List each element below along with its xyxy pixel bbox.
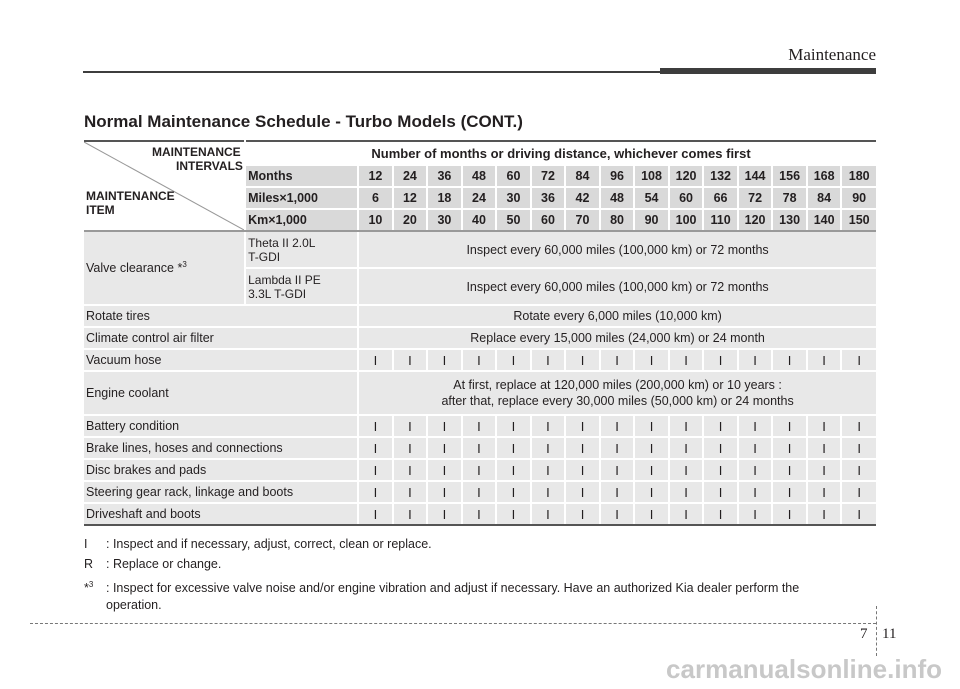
footer-divider <box>876 606 877 656</box>
schedule-item: Brake lines, hoses and connections <box>84 437 358 459</box>
legend-inspect: I : Inspect and if necessary, adjust, correct, clean or replace. <box>84 537 432 551</box>
valve-lambda-schedule: Inspect every 60,000 miles (100,000 km) or 72 months <box>358 268 876 305</box>
schedule-cell: I <box>738 349 773 371</box>
schedule-cell: I <box>427 437 462 459</box>
schedule-cell: I <box>427 349 462 371</box>
months-value: 108 <box>634 165 669 187</box>
schedule-item: Driveshaft and boots <box>84 503 358 525</box>
schedule-cell: I <box>772 481 807 503</box>
schedule-cell: I <box>634 503 669 525</box>
schedule-text: Rotate every 6,000 miles (10,000 km) <box>358 305 876 327</box>
schedule-cell: I <box>358 481 393 503</box>
schedule-item: Climate control air filter <box>84 327 358 349</box>
months-value: 12 <box>358 165 393 187</box>
months-value: 48 <box>462 165 497 187</box>
schedule-cell: I <box>358 437 393 459</box>
schedule-cell: I <box>600 459 635 481</box>
schedule-cell: I <box>703 415 738 437</box>
schedule-cell: I <box>531 349 566 371</box>
miles-value: 6 <box>358 187 393 209</box>
legend-note-cont: operation. <box>106 598 162 613</box>
schedule-cell: I <box>600 481 635 503</box>
miles-value: 48 <box>600 187 635 209</box>
watermark: carmanualsonline.info <box>666 654 942 684</box>
months-value: 84 <box>565 165 600 187</box>
schedule-cell: I <box>462 437 497 459</box>
interval-caption: Number of months or driving distance, whichever comes first <box>245 141 876 165</box>
schedule-item: Steering gear rack, linkage and boots <box>84 481 358 503</box>
schedule-cell: I <box>531 437 566 459</box>
months-value: 180 <box>841 165 876 187</box>
miles-value: 12 <box>393 187 428 209</box>
schedule-cell: I <box>600 349 635 371</box>
valve-engine-theta: Theta II 2.0L T-GDI <box>245 231 358 268</box>
schedule-cell: I <box>600 437 635 459</box>
km-value: 20 <box>393 209 428 231</box>
corner-header <box>84 141 245 231</box>
schedule-cell: I <box>841 459 876 481</box>
schedule-cell: I <box>496 503 531 525</box>
schedule-cell: I <box>738 503 773 525</box>
maintenance-schedule-table <box>84 140 876 526</box>
schedule-cell: I <box>634 437 669 459</box>
schedule-cell: I <box>807 481 842 503</box>
schedule-cell: I <box>531 503 566 525</box>
schedule-cell: I <box>531 415 566 437</box>
miles-value: 66 <box>703 187 738 209</box>
schedule-cell: I <box>531 481 566 503</box>
schedule-cell: I <box>565 415 600 437</box>
schedule-cell: I <box>462 503 497 525</box>
km-value: 110 <box>703 209 738 231</box>
schedule-cell: I <box>669 481 704 503</box>
corner-intervals-label: MAINTENANCE INTERVALS <box>152 145 243 173</box>
months-value: 60 <box>496 165 531 187</box>
schedule-cell: I <box>496 415 531 437</box>
schedule-cell: I <box>772 415 807 437</box>
km-value: 80 <box>600 209 635 231</box>
km-label: Km×1,000 <box>245 209 358 231</box>
miles-value: 78 <box>772 187 807 209</box>
km-value: 90 <box>634 209 669 231</box>
header-rule-thick <box>660 68 876 74</box>
months-value: 156 <box>772 165 807 187</box>
km-value: 120 <box>738 209 773 231</box>
schedule-cell: I <box>807 503 842 525</box>
miles-value: 72 <box>738 187 773 209</box>
schedule-cell: I <box>738 481 773 503</box>
schedule-cell: I <box>738 437 773 459</box>
schedule-item: Rotate tires <box>84 305 358 327</box>
schedule-cell: I <box>496 437 531 459</box>
schedule-cell: I <box>462 349 497 371</box>
schedule-cell: I <box>496 481 531 503</box>
schedule-cell: I <box>841 481 876 503</box>
miles-value: 42 <box>565 187 600 209</box>
schedule-cell: I <box>393 481 428 503</box>
schedule-cell: I <box>531 459 566 481</box>
section-title: Maintenance <box>788 45 876 64</box>
legend-note: *$^3$ : Inspect for excessive valve noise and/or engine vibration and adjust if necessary. Have an authorized Kia dealer perform the <box>84 580 800 596</box>
miles-value: 84 <box>807 187 842 209</box>
schedule-cell: I <box>772 349 807 371</box>
km-value: 140 <box>807 209 842 231</box>
schedule-item: Disc brakes and pads <box>84 459 358 481</box>
schedule-cell: I <box>703 459 738 481</box>
legend-replace: R : Replace or change. <box>84 557 222 571</box>
months-value: 120 <box>669 165 704 187</box>
schedule-cell: I <box>807 415 842 437</box>
schedule-cell: I <box>565 481 600 503</box>
page-number: 11 <box>882 626 897 642</box>
page-title: Normal Maintenance Schedule - Turbo Models (CONT.) <box>84 112 523 131</box>
km-value: 40 <box>462 209 497 231</box>
schedule-cell: I <box>703 481 738 503</box>
schedule-cell: I <box>634 481 669 503</box>
months-value: 168 <box>807 165 842 187</box>
schedule-cell: I <box>669 459 704 481</box>
schedule-cell: I <box>703 503 738 525</box>
schedule-cell: I <box>393 415 428 437</box>
schedule-cell: I <box>600 415 635 437</box>
schedule-cell: I <box>358 503 393 525</box>
schedule-cell: I <box>565 503 600 525</box>
schedule-cell: I <box>427 481 462 503</box>
months-value: 72 <box>531 165 566 187</box>
months-value: 96 <box>600 165 635 187</box>
km-value: 150 <box>841 209 876 231</box>
km-value: 70 <box>565 209 600 231</box>
schedule-cell: I <box>772 503 807 525</box>
schedule-cell: I <box>807 349 842 371</box>
schedule-cell: I <box>841 349 876 371</box>
schedule-cell: I <box>565 437 600 459</box>
schedule-cell: I <box>565 459 600 481</box>
miles-value: 54 <box>634 187 669 209</box>
schedule-cell: I <box>669 503 704 525</box>
miles-value: 36 <box>531 187 566 209</box>
schedule-cell: I <box>841 437 876 459</box>
schedule-text <box>358 371 876 415</box>
months-value: 36 <box>427 165 462 187</box>
schedule-cell: I <box>703 349 738 371</box>
miles-label: Miles×1,000 <box>245 187 358 209</box>
schedule-cell: I <box>738 459 773 481</box>
schedule-cell: I <box>634 415 669 437</box>
km-value: 30 <box>427 209 462 231</box>
months-value: 132 <box>703 165 738 187</box>
schedule-cell: I <box>358 349 393 371</box>
schedule-cell: I <box>634 459 669 481</box>
valve-clearance-item: Valve clearance *$^3$ <box>84 231 245 305</box>
schedule-cell: I <box>600 503 635 525</box>
schedule-cell: I <box>669 349 704 371</box>
schedule-cell: I <box>634 349 669 371</box>
schedule-cell: I <box>358 459 393 481</box>
footer-rule <box>30 623 876 624</box>
km-value: 50 <box>496 209 531 231</box>
valve-engine-lambda: Lambda II PE 3.3L T-GDI <box>245 268 358 305</box>
legend <box>84 536 876 614</box>
schedule-text-line: At first, replace at 120,000 miles (200,000 km) or 10 years : <box>453 378 782 392</box>
schedule-cell: I <box>358 415 393 437</box>
schedule-text-line: after that, replace every 30,000 miles (50,000 km) or 24 months <box>441 394 794 408</box>
schedule-cell: I <box>772 459 807 481</box>
corner-item-label: MAINTENANCE ITEM <box>86 189 175 217</box>
miles-value: 90 <box>841 187 876 209</box>
months-value: 144 <box>738 165 773 187</box>
schedule-cell: I <box>496 349 531 371</box>
miles-value: 60 <box>669 187 704 209</box>
valve-theta-schedule: Inspect every 60,000 miles (100,000 km) or 72 months <box>358 231 876 268</box>
schedule-cell: I <box>807 459 842 481</box>
chapter-number: 7 <box>860 626 868 642</box>
schedule-cell: I <box>462 459 497 481</box>
km-value: 130 <box>772 209 807 231</box>
schedule-item: Engine coolant <box>84 371 358 415</box>
km-value: 100 <box>669 209 704 231</box>
schedule-cell: I <box>462 481 497 503</box>
schedule-cell: I <box>703 437 738 459</box>
miles-value: 18 <box>427 187 462 209</box>
months-value: 24 <box>393 165 428 187</box>
header-rule-thin <box>83 71 660 73</box>
schedule-cell: I <box>772 437 807 459</box>
schedule-cell: I <box>738 415 773 437</box>
schedule-cell: I <box>393 349 428 371</box>
miles-value: 30 <box>496 187 531 209</box>
schedule-cell: I <box>669 437 704 459</box>
schedule-cell: I <box>841 415 876 437</box>
schedule-cell: I <box>427 503 462 525</box>
schedule-cell: I <box>565 349 600 371</box>
months-label: Months <box>245 165 358 187</box>
schedule-item: Battery condition <box>84 415 358 437</box>
schedule-cell: I <box>393 503 428 525</box>
schedule-cell: I <box>427 459 462 481</box>
km-value: 60 <box>531 209 566 231</box>
km-value: 10 <box>358 209 393 231</box>
schedule-text: Replace every 15,000 miles (24,000 km) or 24 month <box>358 327 876 349</box>
schedule-cell: I <box>669 415 704 437</box>
schedule-cell: I <box>807 437 842 459</box>
schedule-cell: I <box>841 503 876 525</box>
schedule-cell: I <box>393 437 428 459</box>
miles-value: 24 <box>462 187 497 209</box>
schedule-item: Vacuum hose <box>84 349 358 371</box>
schedule-cell: I <box>496 459 531 481</box>
schedule-cell: I <box>427 415 462 437</box>
schedule-cell: I <box>393 459 428 481</box>
schedule-cell: I <box>462 415 497 437</box>
